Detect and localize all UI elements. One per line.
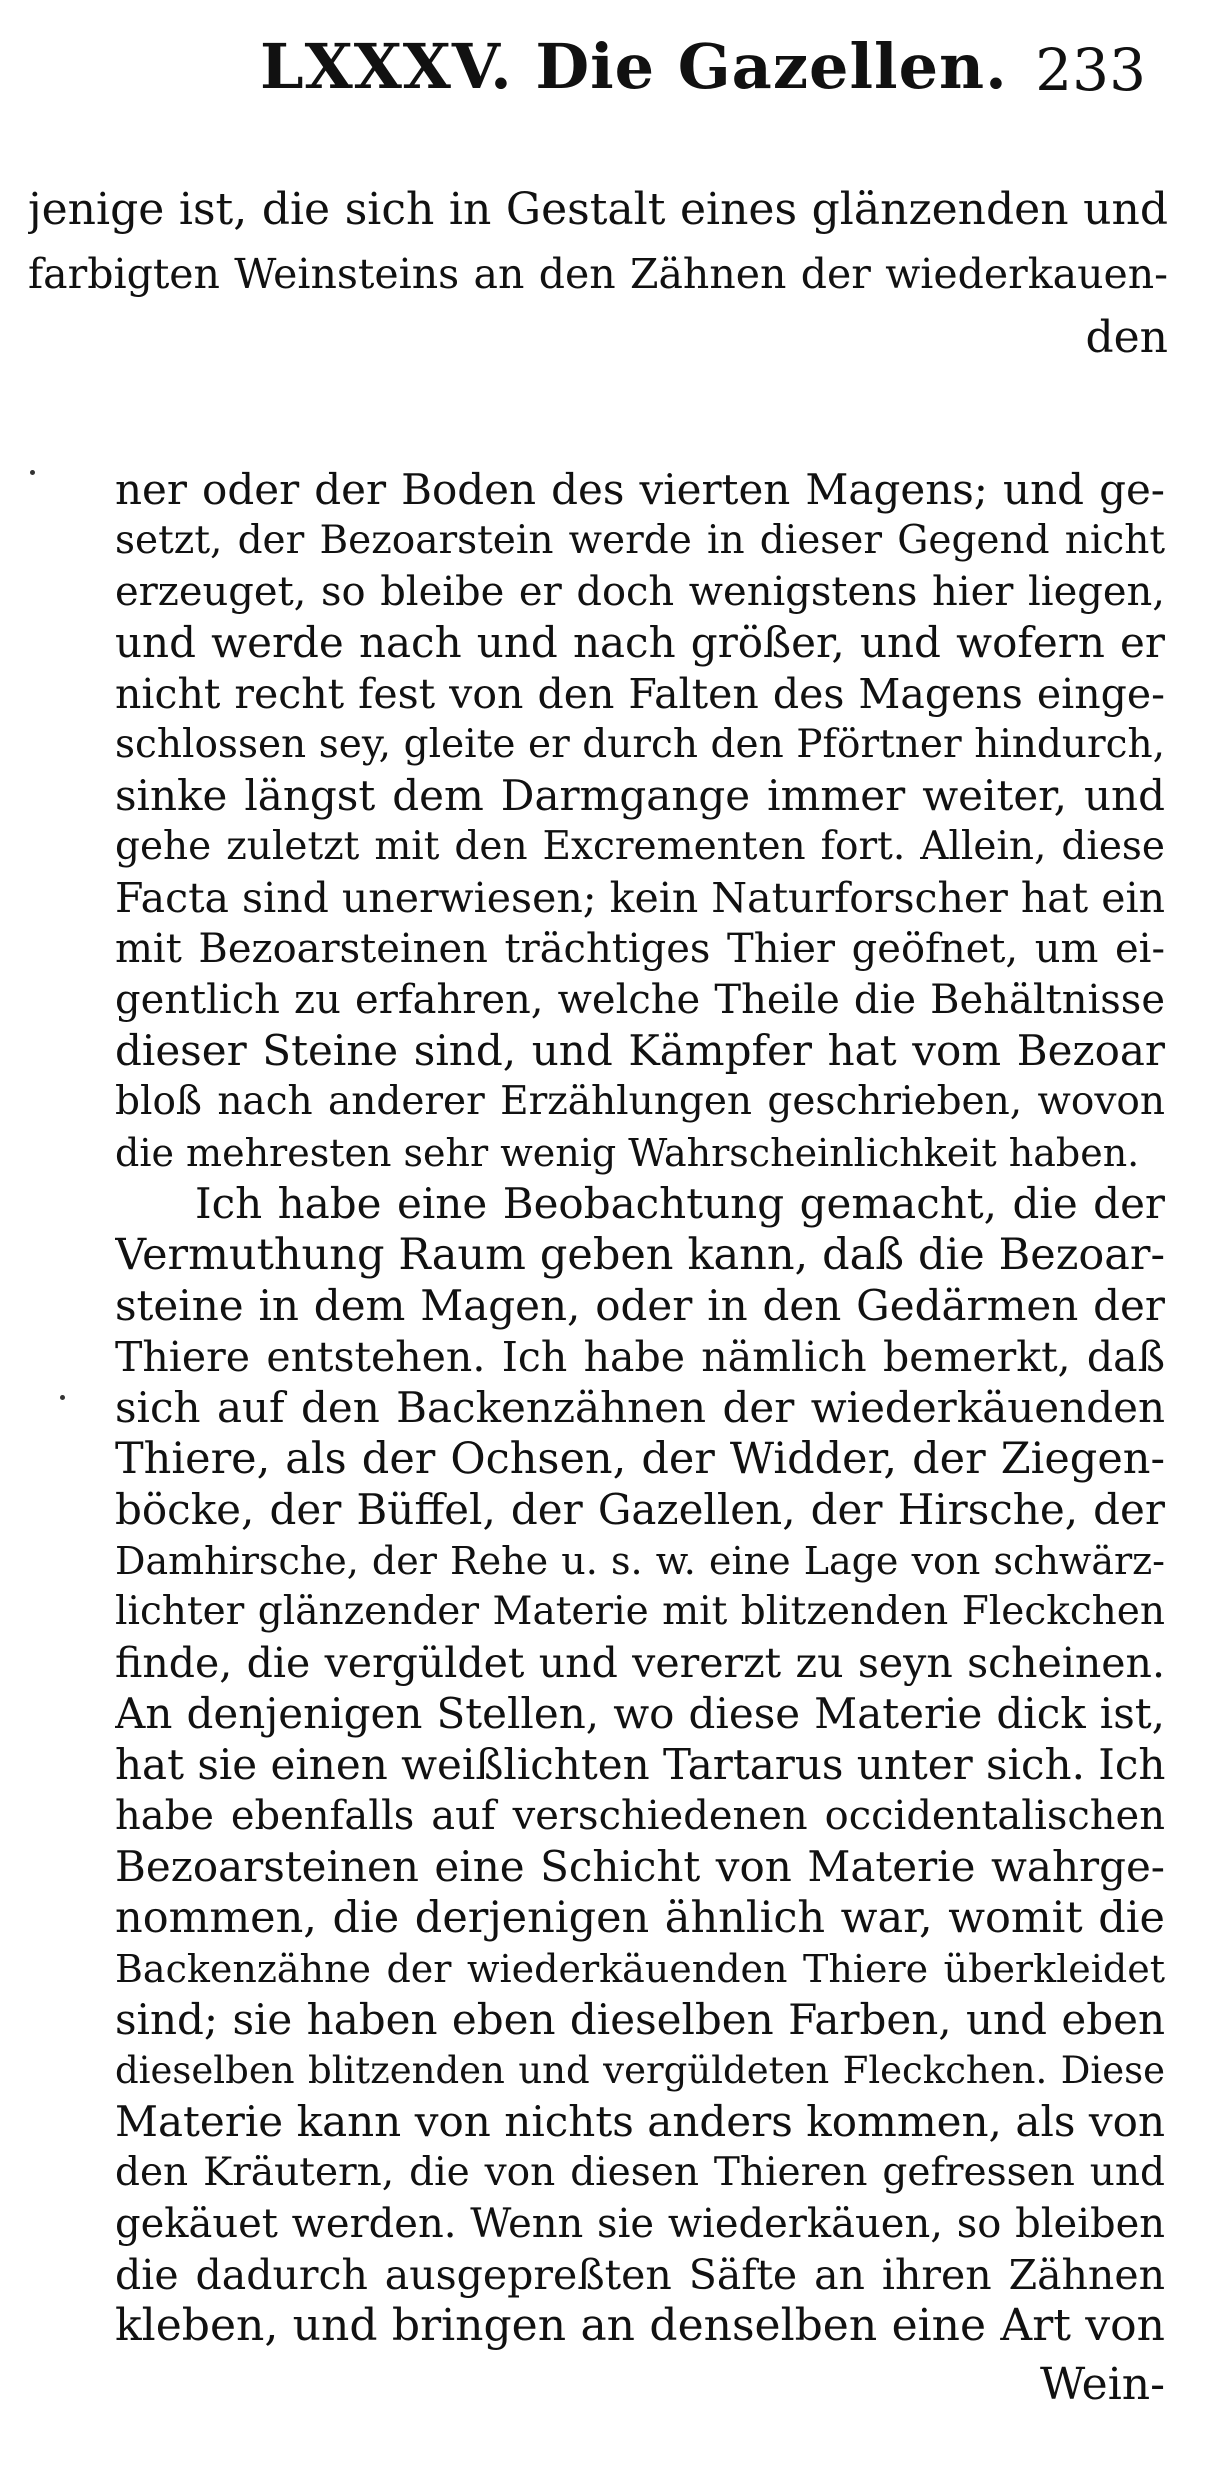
text-line: die mehresten sehr wenig Wahrscheinlichkeit haben.: [115, 1131, 1140, 1175]
text-line: farbigten Weinsteins an den Zähnen der wiederkauen-: [28, 250, 1168, 298]
text-line: setzt, der Bezoarstein werde in dieser Gegend nicht: [115, 518, 1165, 563]
text-line: jenige ist, die sich in Gestalt eines glänzenden und: [28, 185, 1168, 235]
text-line: kleben, und bringen an denselben eine Art von: [115, 2301, 1165, 2351]
text-line: böcke, der Büffel, der Gazellen, der Hirsche, der: [115, 1485, 1165, 1534]
text-line: und werde nach und nach größer, und wofern er: [115, 618, 1165, 667]
ink-speck: [60, 1395, 65, 1400]
text-line: dieselben blitzenden und vergüldeten Fleckchen. Diese: [115, 2049, 1165, 2092]
catchword: Wein-: [1040, 2360, 1165, 2410]
text-line: mit Bezoarsteinen trächtiges Thier geöfnet, um ei-: [115, 926, 1165, 972]
text-line: Ich habe eine Beobachtung gemacht, die der: [195, 1179, 1165, 1228]
text-line: die dadurch ausgepreßten Säfte an ihren Zähnen: [115, 2251, 1165, 2299]
text-line: bloß nach anderer Erzählungen geschrieben, wovon: [115, 1079, 1165, 1124]
text-line: den Kräutern, die von diesen Thieren gefressen und: [115, 2150, 1165, 2195]
text-line: ner oder der Boden des vierten Magens; und ge-: [115, 465, 1165, 514]
text-line: Bezoarsteinen eine Schicht von Materie wahrge-: [115, 1842, 1165, 1891]
text-line: Damhirsche, der Rehe u. s. w. eine Lage von schwärz-: [115, 1539, 1165, 1583]
text-line: dieser Steine sind, und Kämpfer hat vom Bezoar: [115, 1026, 1165, 1075]
running-header: [0, 30, 1206, 110]
text-line: Backenzähne der wiederkäuenden Thiere überkleidet: [115, 1947, 1165, 1991]
text-line: erzeuget, so bleibe er doch wenigstens hier liegen,: [115, 569, 1165, 615]
page-number: 233: [1035, 36, 1146, 104]
text-line: sind; sie haben eben dieselben Farben, und eben: [115, 1995, 1165, 2044]
catchword: den: [1085, 313, 1168, 363]
text-line: lichter glänzender Materie mit blitzenden Fleckchen: [115, 1589, 1165, 1634]
text-line: Facta sind unerwiesen; kein Naturforscher hat ein: [115, 874, 1165, 922]
text-line: nommen, die derjenigen ähnlich war, womit die: [115, 1893, 1165, 1943]
text-line: steine in dem Magen, oder in den Gedärmen der: [115, 1281, 1165, 1330]
text-line: gekäuet werden. Wenn sie wiederkäuen, so bleiben: [115, 2201, 1165, 2247]
text-line: nicht recht fest von den Falten des Magens einge-: [115, 670, 1165, 718]
chapter-title: LXXXV. Die Gazellen.: [260, 30, 1008, 103]
text-line: schlossen sey, gleite er durch den Pförtner hindurch,: [115, 722, 1165, 767]
text-line: An denjenigen Stellen, wo diese Materie dick ist,: [115, 1689, 1165, 1738]
text-line: habe ebenfalls auf verschiedenen occidentalischen: [115, 1793, 1165, 1839]
text-line: gentlich zu erfahren, welche Theile die Behältnisse: [115, 977, 1165, 1023]
text-line: Thiere, als der Ochsen, der Widder, der Ziegen-: [115, 1434, 1165, 1484]
text-line: gehe zuletzt mit den Excrementen fort. Allein, diese: [115, 824, 1165, 869]
text-line: sich auf den Backenzähnen der wiederkäuenden: [115, 1383, 1165, 1432]
text-line: Vermuthung Raum geben kann, daß die Bezoar-: [115, 1230, 1165, 1280]
text-line: Materie kann von nichts anders kommen, als von: [115, 2097, 1165, 2146]
text-line: hat sie einen weißlichten Tartarus unter sich. Ich: [115, 1740, 1165, 1789]
text-line: sinke längst dem Darmgange immer weiter, und: [115, 771, 1165, 820]
ink-speck: [30, 470, 35, 475]
text-line: finde, die vergüldet und vererzt zu seyn scheinen.: [115, 1639, 1165, 1687]
text-line: Thiere entstehen. Ich habe nämlich bemerkt, daß: [115, 1333, 1165, 1381]
